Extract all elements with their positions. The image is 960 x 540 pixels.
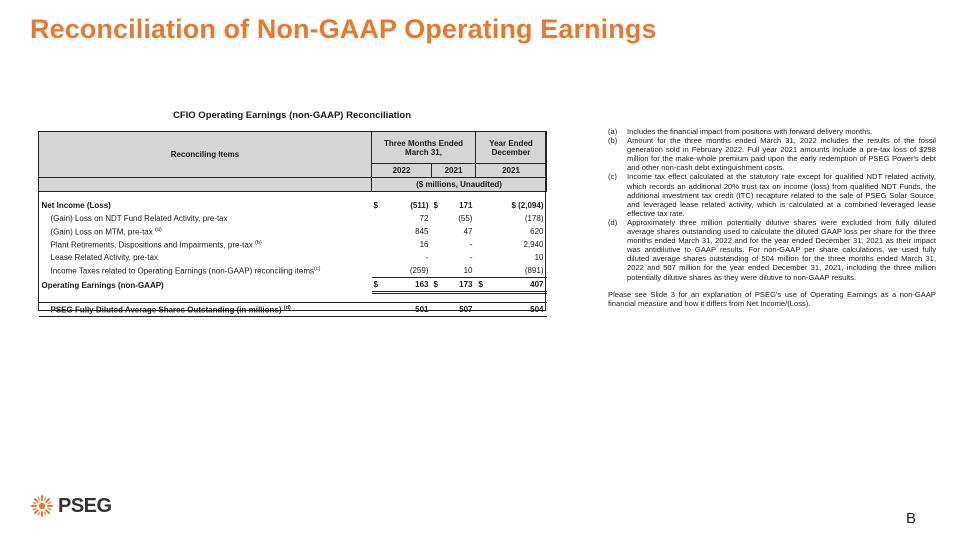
table-row <box>39 238 547 251</box>
cell-value: 845 <box>415 227 429 236</box>
footnote-a: (a) Includes the financial impact from positions with forward delivery months. <box>608 127 873 136</box>
slide-reference-note: Please see Slide 3 for an explanation of PSEG's use of Operating Earnings as a non-GAAP financial measure and how it differs from Net Income/(Loss). <box>608 289 936 308</box>
row-label: Operating Earnings (non-GAAP) <box>41 280 164 290</box>
cell-value: (178) <box>524 214 544 223</box>
footnotes <box>608 127 936 315</box>
pseg-logo <box>30 494 112 518</box>
header-three-months: Three Months Ended March 31, <box>372 132 476 164</box>
header-year-ended: Year Ended December <box>476 132 547 164</box>
row-label: Net Income (Loss) <box>41 201 111 210</box>
page-marker: B <box>906 510 917 527</box>
cell-value: 10 <box>534 253 544 262</box>
footnote-d: (d) Approximately three million potentially dilutive shares were excluded from fully diluted average shares outstanding used to calculate the diluted GAAP loss per share for the three months ended March 31, 2022 and for the year ended December 31, 2021 as their impact was antidilutive to GAAP results. For non-GAAP per share calculations, we used fully diluted average shares outstanding of 504 million for the three months ended March 31, 2022 and 507 million for the year ended December 31, 2021, including the three million potentially dilutive shares as they were dilutive to non-GAAP results. <box>608 217 936 282</box>
cell-value: 10 <box>463 266 473 275</box>
sun-icon <box>30 494 54 518</box>
cell-value: 163 <box>382 278 432 293</box>
table-row: Operating Earnings (non-GAAP) $ 163 $ 173 $ 407 <box>39 278 547 293</box>
cell-value: 47 <box>463 227 473 236</box>
cell-value: 620 <box>530 227 544 236</box>
row-label: PSEG Fully Diluted Average Shares Outstanding (in millions) $^{(d)}$ <box>39 303 372 317</box>
cell-value: (891) <box>524 266 544 275</box>
cell-value: 72 <box>419 214 429 223</box>
cell-value: - <box>425 253 429 262</box>
header-year-2021-fy: 2021 <box>476 164 547 178</box>
header-year-2021-q: 2021 <box>432 164 476 178</box>
cell-value: $ 407 <box>476 278 547 293</box>
cell-value: 504 <box>476 303 547 317</box>
cell-value: 16 <box>419 240 429 249</box>
cell-value: $ (2,094) <box>511 201 544 210</box>
cell-value: 171 <box>459 201 473 210</box>
cell-value: 507 <box>442 303 476 317</box>
cell-value: (511) <box>410 201 429 210</box>
row-label: (Gain) Loss on MTM, pre-tax $^{(a)}$ <box>50 226 162 237</box>
row-label: Income Taxes related to Operating Earnings (non-GAAP) reconciling items$^{(c)}$ <box>50 265 321 276</box>
cell-value: - <box>469 240 473 249</box>
units-note: ($ millions, Unaudited) <box>372 178 547 192</box>
header-year-2022: 2022 <box>372 164 432 178</box>
table-row <box>39 264 547 278</box>
cell-value: 501 <box>382 303 432 317</box>
table-row <box>39 251 547 264</box>
row-label: Lease Related Activity, pre-tax <box>50 253 158 262</box>
footnote-b: (b) Amount for the three months ended March 31, 2022 includes the results of the fossil generation sold in February 2022. Full year 2021 amounts include a pre-tax loss of $298 million for the make-whole premium paid upon the early redemption of PSEG Power's debt and other non-cash debt extinguishment costs. <box>608 136 936 173</box>
footnote-c: (c) Income tax effect calculated at the statutory rate except for qualified NDT related activity, which records an additional 20% trust tax on income (loss) from qualified NDT Funds, the additional investment tax credit (ITC) recapture related to the sale of PSEG Solar Source, and leveraged lease related activity, which is calculated at a combined leveraged lease effective tax rate. <box>608 172 936 218</box>
table-row <box>39 225 547 238</box>
header-reconciling-items: Reconciling Items <box>39 132 372 178</box>
row-label: Plant Retirements, Dispositions and Impairments, pre-tax $^{(b)}$ <box>50 239 262 250</box>
cell-value: 2,940 <box>523 240 544 249</box>
reconciliation-table <box>38 131 547 317</box>
cell-value: 173 <box>442 278 476 293</box>
table-row: Net Income (Loss) $ (511) $ 171 $ (2,094) <box>39 199 547 212</box>
cell-value: (259) <box>409 266 429 275</box>
cell-value: (55) <box>458 214 473 223</box>
table-row <box>39 303 547 317</box>
row-label: (Gain) Loss on NDT Fund Related Activity, pre-tax <box>50 214 228 223</box>
slide-title: Reconciliation of Non-GAAP Operating Earnings <box>30 14 657 44</box>
table-row <box>39 212 547 225</box>
table-title: CFIO Operating Earnings (non-GAAP) Reconciliation <box>172 110 412 121</box>
logo-text: PSEG <box>58 494 112 517</box>
cell-value: - <box>469 253 473 262</box>
